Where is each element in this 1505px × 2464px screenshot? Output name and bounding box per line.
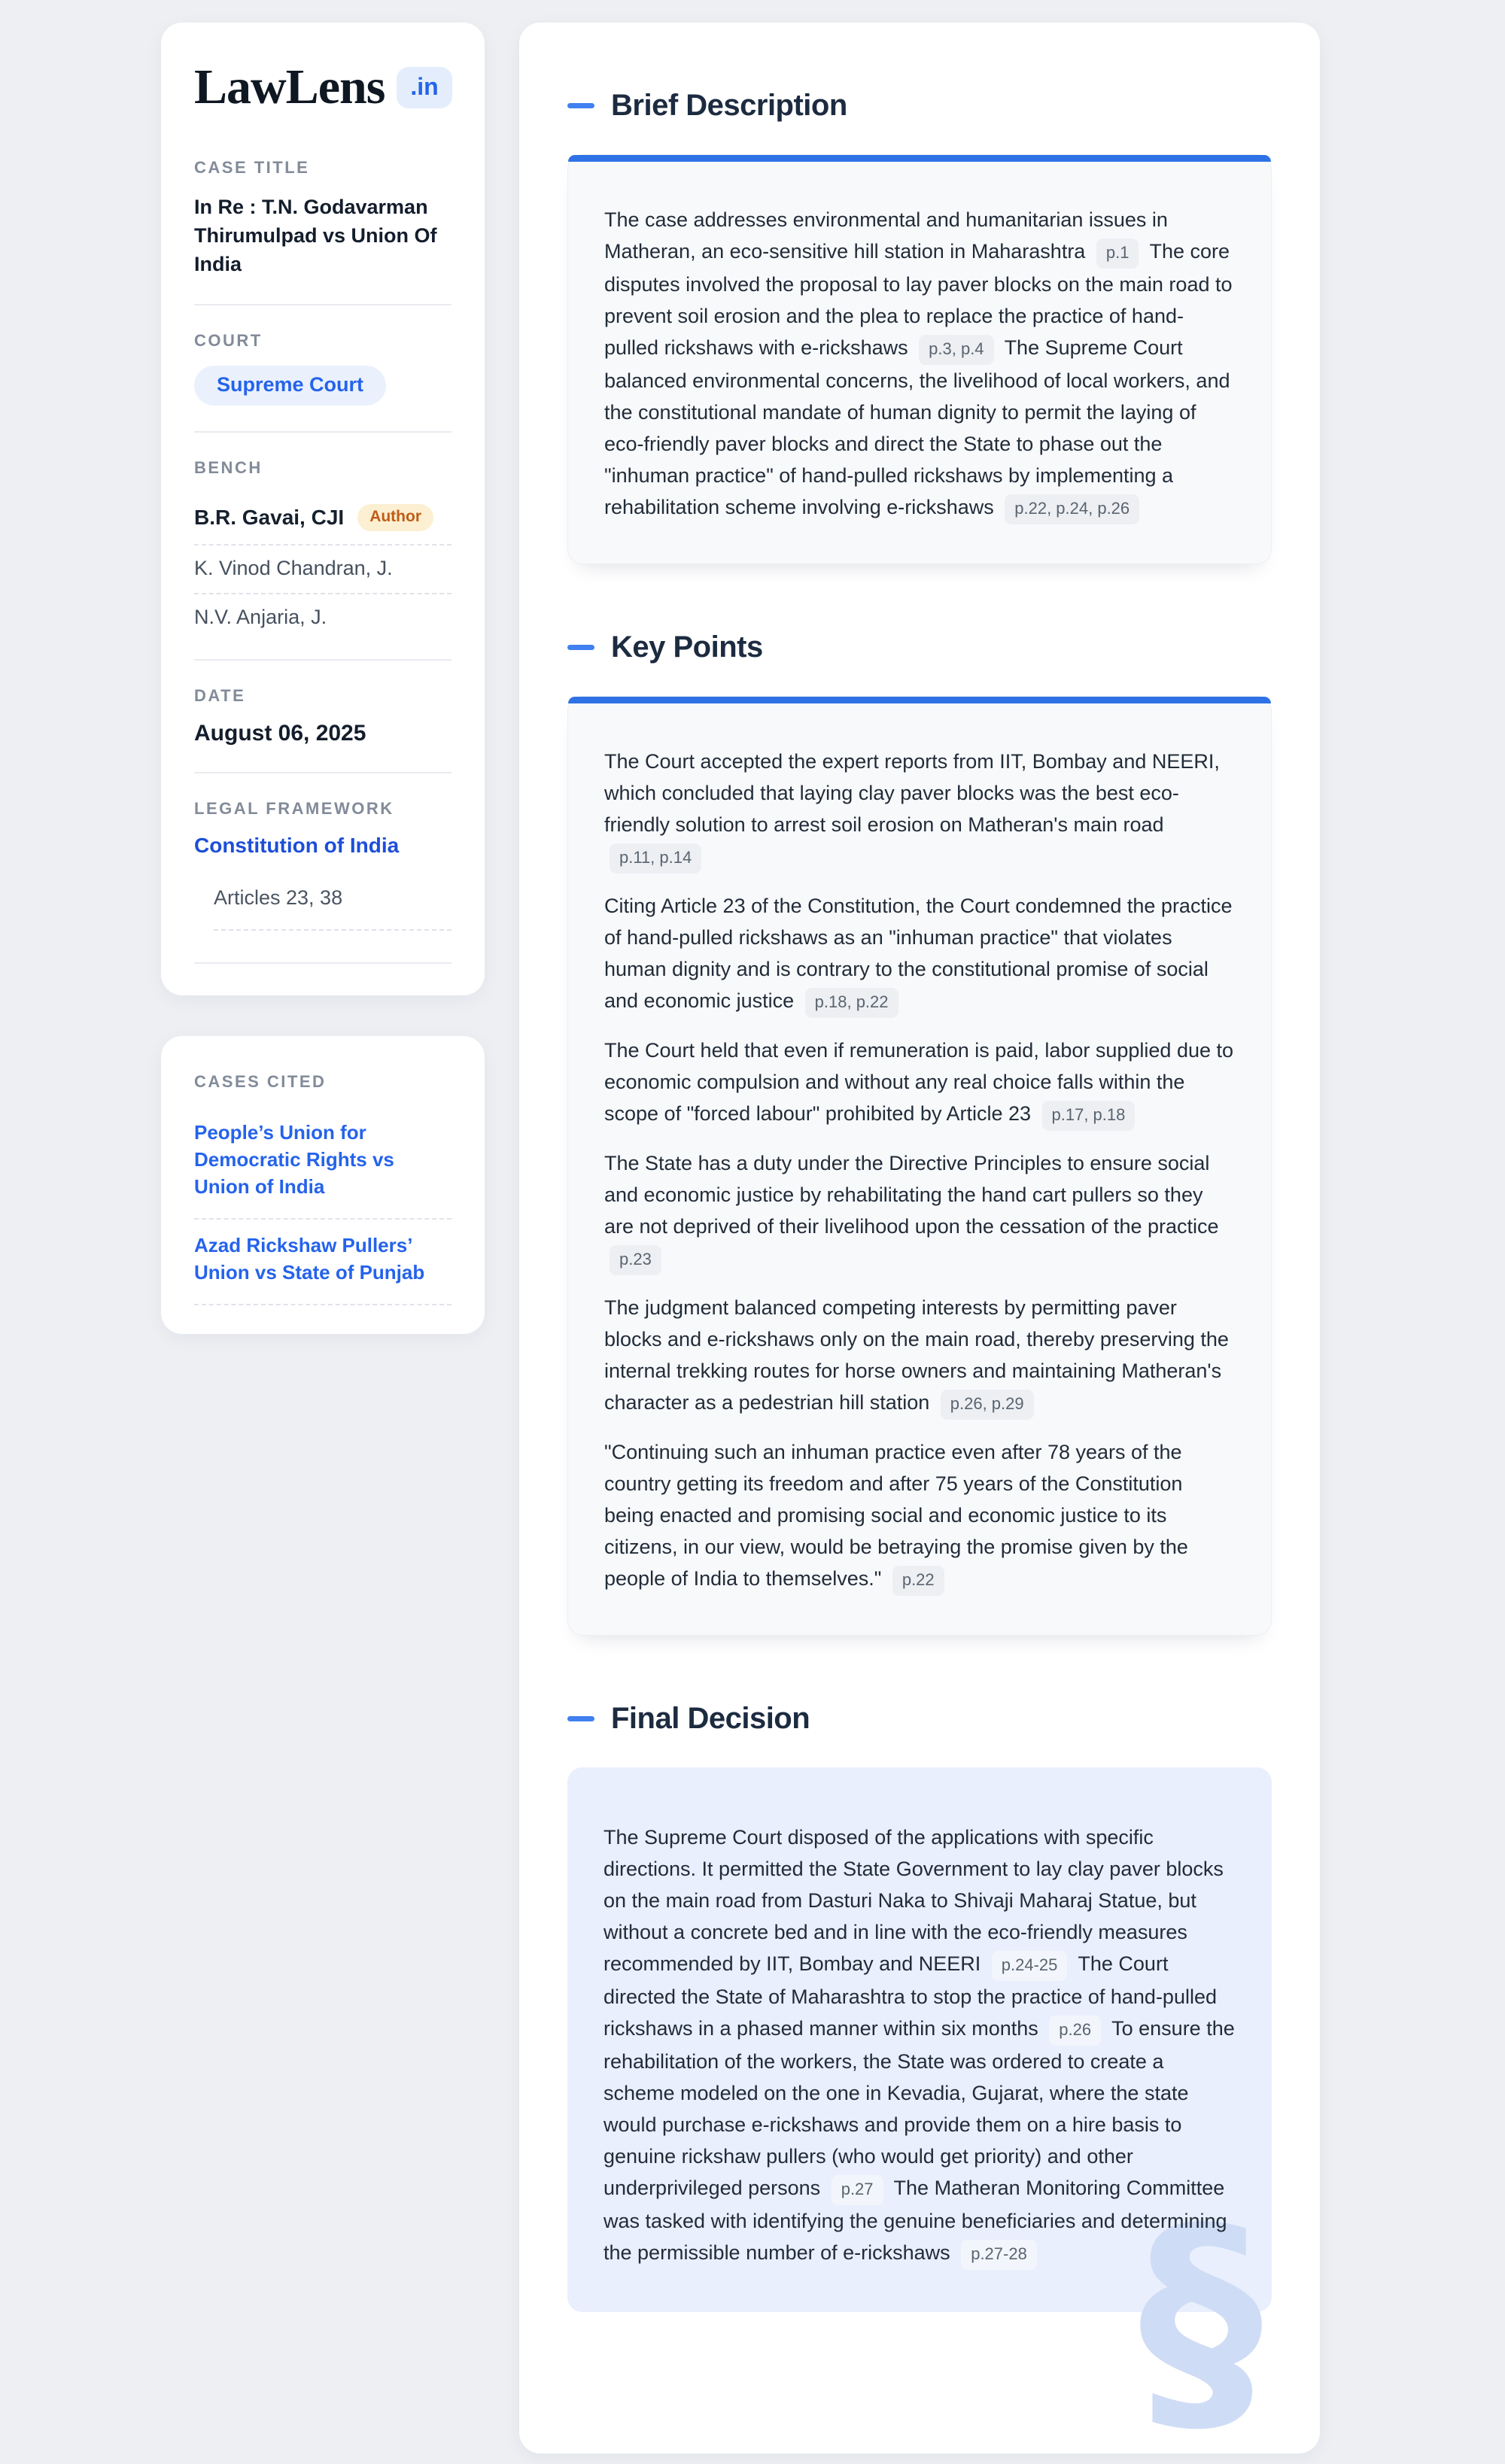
text-run: To ensure the rehabilitation of the workers, the State was ordered to create a scheme modeled on the one in Kevadia, Gujarat, where the state would purchase e-rickshaws and provide them on a hire basis to genuine rickshaw pullers (who would get priority) and other underprivileged persons [604,2017,1235,2199]
paragraph [604,1147,1235,1275]
framework-articles: Articles 23, 38 [214,882,451,931]
case-title-label: CASE TITLE [194,158,310,177]
heading-dash-icon [567,645,594,650]
judge-name: N.V. Anjaria, J. [194,606,327,628]
paragraph [604,1292,1235,1420]
page-reference-badge[interactable]: p.22, p.24, p.26 [1005,494,1139,524]
bench-section [194,458,451,633]
page-reference-badge[interactable]: p.27-28 [961,2240,1037,2270]
divider [194,962,451,964]
paragraph [604,1035,1235,1131]
paragraphs [604,204,1235,524]
page-reference-badge[interactable]: p.22 [892,1566,944,1596]
section-brief-description [567,89,1272,564]
case-title-section [194,158,451,278]
divider [194,431,451,433]
bench-judge-row [194,493,451,545]
main-content [519,23,1320,2464]
final-decision-panel [567,1767,1272,2464]
text-run: The core disputes involved the proposal to lay paver blocks on the main road to prevent soil erosion and the plea to replace the practice of hand-pulled rickshaws with e-rickshaws [604,240,1233,359]
paragraphs [604,1821,1236,2270]
court-label: COURT [194,331,263,350]
brief-description-panel [567,154,1272,564]
case-info-card [161,23,485,995]
section-title: Brief Description [611,89,847,122]
bench-list [194,493,451,633]
section-heading [567,1702,1272,1736]
page-reference-badge[interactable]: p.24-25 [992,1951,1068,1981]
judge-name: B.R. Gavai, CJI [194,506,345,529]
paragraph [604,1436,1235,1596]
court-badge: Supreme Court [194,366,386,406]
paragraph [604,204,1235,524]
divider [194,304,451,305]
text-run: Citing Article 23 of the Constitution, the Court condemned the practice of hand-pulled rickshaws as an "inhuman practice" that violates human dignity and is contrary to the constitutional promise of social and economic justice [604,895,1233,1012]
divider [194,772,451,773]
page-reference-badge[interactable]: p.27 [832,2175,883,2205]
legal-framework-section [194,799,451,931]
paragraph [604,890,1235,1018]
section-heading [567,89,1272,123]
legal-framework-label: LEGAL FRAMEWORK [194,799,394,818]
text-run: The State has a duty under the Directive Principles to ensure social and economic justice by rehabilitating the hand cart pullers so they are not deprived of their livelihood upon the cessation of the practice [604,1152,1219,1238]
heading-dash-icon [567,103,594,108]
paragraph [604,1821,1236,2270]
date-label: DATE [194,686,246,705]
page-reference-badge[interactable]: p.18, p.22 [805,988,898,1018]
text-run: The Supreme Court disposed of the applications with specific directions. It permitted the State Government to lay clay paver blocks on the main road from Dasturi Naka to Shivaji Maharaj Statue, but without a concrete bed and in line with the eco-friendly measures recommended by IIT, Bombay and NEERI [604,1826,1224,1975]
text-run: The Court held that even if remuneration is paid, labor supplied due to economic compulsion and without any real choice falls within the scope of "forced labour" prohibited by Article 23 [604,1039,1234,1125]
case-title-value: In Re : T.N. Godavarman Thirumulpad vs Union Of India [194,196,437,275]
logo [194,59,451,116]
text-run: The Supreme Court balanced environmental concerns, the livelihood of local workers, and the constitutional mandate of human dignity to permit the laying of eco-friendly paver blocks and direct the State to phase out the "inhuman practice" of hand-pulled rickshaws by implementing a rehabilitation scheme involving e-rickshaws [604,336,1230,518]
judge-name: K. Vinod Chandran, J. [194,557,393,579]
section-final-decision [567,1702,1272,2464]
bench-label: BENCH [194,458,263,477]
text-run: The Court accepted the expert reports from IIT, Bombay and NEERI, which concluded that laying clay paver blocks was the best eco-friendly solution to arrest soil erosion on Matheran's main road [604,750,1220,836]
cases-cited-list [194,1107,451,1305]
court-section [194,331,451,406]
page-reference-badge[interactable]: p.11, p.14 [610,843,701,873]
text-run: The judgment balanced competing interests by permitting paver blocks and e-rickshaws only on the main road, thereby preserving the internal trekking routes for horse owners and maintaining Matheran's character as a pedestrian hill station [604,1296,1229,1414]
paragraph [604,746,1235,873]
section-title: Final Decision [611,1702,810,1735]
text-run: "Continuing such an inhuman practice even after 78 years of the country getting its freedom and after 75 years of the Constitution being enacted and promising social and economic justice to its citizens, in our view, would be betraying the promise given by the people of India to themselves." [604,1441,1188,1590]
text-run: The Matheran Monitoring Committee was tasked with identifying the genuine beneficiaries and determining the permissible number of e-rickshaws [604,2177,1227,2264]
page-reference-badge[interactable]: p.1 [1096,239,1139,269]
logo-wordmark: LawLens [194,59,385,114]
section-sign-watermark: § [1139,2175,1263,2464]
framework-link[interactable]: Constitution of India [194,834,400,857]
key-points-panel [567,696,1272,1636]
section-heading [567,630,1272,664]
text-run: The Court directed the State of Maharashtra to stop the practice of hand-pulled rickshaws in a phased manner within six months [604,1952,1217,2040]
cases-cited-label: CASES CITED [194,1072,327,1091]
cited-case-link[interactable]: Azad Rickshaw Pullers’ Union vs State of Punjab [194,1220,451,1305]
cited-case-link[interactable]: People’s Union for Democratic Rights vs Union of India [194,1107,451,1220]
logo-domain-badge: .in [397,67,451,108]
divider [194,659,451,661]
panel-accent-bar [568,697,1271,703]
bench-judge-row [194,594,451,633]
text-run: The case addresses environmental and humanitarian issues in Matheran, an eco-sensitive hill station in Maharashtra [604,208,1168,263]
bench-judge-row [194,545,451,594]
date-value: August 06, 2025 [194,721,366,746]
paragraphs [604,746,1235,1596]
section-title: Key Points [611,630,763,664]
heading-dash-icon [567,1716,594,1721]
section-key-points [567,630,1272,1636]
page-reference-badge[interactable]: p.17, p.18 [1042,1101,1136,1131]
page-reference-badge[interactable]: p.26, p.29 [941,1390,1034,1420]
cases-cited-card [161,1036,485,1334]
page-reference-badge[interactable]: p.3, p.4 [919,335,993,365]
panel-accent-bar [568,155,1271,162]
author-badge: Author [357,504,433,531]
page-reference-badge[interactable]: p.26 [1049,2016,1101,2046]
page-reference-badge[interactable]: p.23 [610,1245,661,1275]
date-section [194,686,451,746]
sidebar [161,23,485,1334]
